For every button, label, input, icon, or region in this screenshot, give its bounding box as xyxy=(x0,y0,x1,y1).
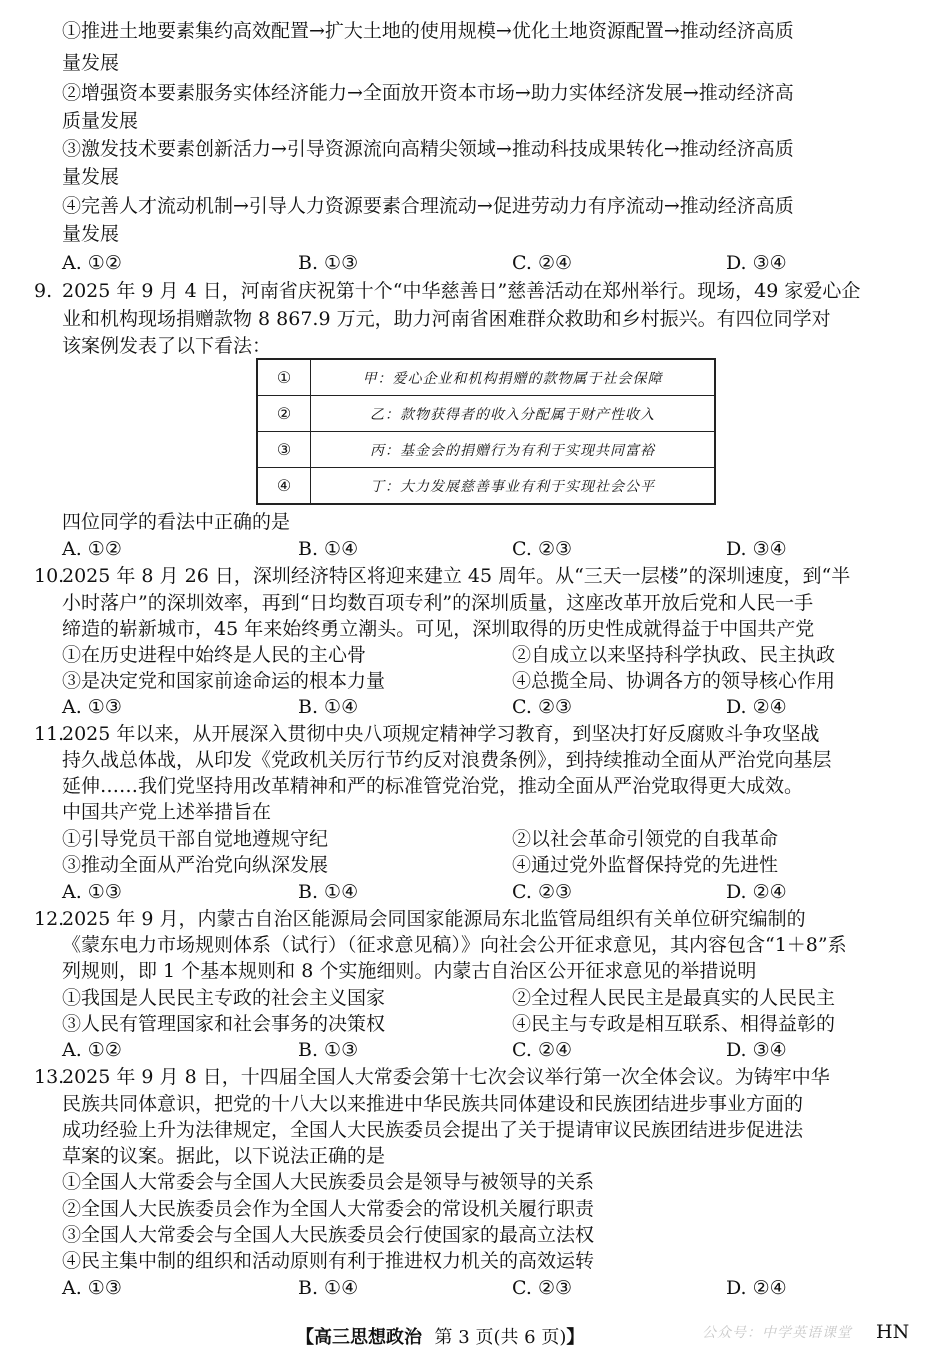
q9-view-text: 丁：大力发展慈善事业有利于实现社会公平 xyxy=(311,468,716,505)
q12-number: 12. xyxy=(34,908,65,930)
q11-stem-line2: 持久战总体战，从印发《党政机关厉行节约反对浪费条例》，到持续推动全面从严治党向基层 xyxy=(62,749,832,771)
q13-stem-line4: 草案的议案。据此，以下说法正确的是 xyxy=(62,1145,386,1167)
q12-stem-line1: 2025 年 9 月，内蒙古自治区能源局会同国家能源局东北监管局组织有关单位研究编制的 xyxy=(62,908,806,930)
q11-stem-line4: 中国共产党上述举措旨在 xyxy=(62,801,272,823)
q9-views-table xyxy=(256,358,716,505)
q9-number: 9. xyxy=(34,280,53,302)
q9-stem-line3: 该案例发表了以下看法： xyxy=(62,335,272,357)
q9-view-index: ④ xyxy=(257,468,311,505)
q10-item-1: ①在历史进程中始终是人民的主心骨 xyxy=(62,644,367,666)
q11-option-d: D. ②④ xyxy=(726,881,787,903)
table-row xyxy=(257,359,715,396)
q11-stem-line1: 2025 年以来，从开展深入贯彻中央八项规定精神学习教育，到坚决打好反腐败斗争攻坚战 xyxy=(62,723,820,745)
q13-item-3: ③全国人大常委会与全国人大民族委员会行使国家的最高立法权 xyxy=(62,1224,595,1246)
table-row xyxy=(257,468,715,505)
q11-item-3: ③推动全面从严治党向纵深发展 xyxy=(62,854,329,876)
q12-item-1: ①我国是人民民主专政的社会主义国家 xyxy=(62,987,386,1009)
q13-stem-line3: 成功经验上升为法律规定，全国人大民族委员会提出了关于提请审议民族团结进步促进法 xyxy=(62,1119,804,1141)
q12-stem-line3: 列规则，即 1 个基本规则和 8 个实施细则。内蒙古自治区公开征求意见的举措说明 xyxy=(62,960,757,982)
watermark-text: 公众号：中学英语课堂 xyxy=(702,1325,852,1341)
q8-item-2-line1: ②增强资本要素服务实体经济能力→全面放开资本市场→助力实体经济发展→推动经济高 xyxy=(62,82,794,104)
q12-option-d: D. ③④ xyxy=(726,1039,787,1061)
exam-region-code: HN xyxy=(876,1321,910,1343)
q12-item-3: ③人民有管理国家和社会事务的决策权 xyxy=(62,1013,386,1035)
q9-question: 四位同学的看法中正确的是 xyxy=(62,511,291,533)
q12-item-4: ④民主与专政是相互联系、相得益彰的 xyxy=(512,1013,836,1035)
q8-option-c: C. ②④ xyxy=(512,252,573,274)
q10-item-3: ③是决定党和国家前途命运的根本力量 xyxy=(62,670,386,692)
q10-number: 10. xyxy=(34,565,65,587)
q12-option-c: C. ②④ xyxy=(512,1039,573,1061)
q13-option-a: A. ①③ xyxy=(62,1277,122,1299)
q9-stem-line2: 业和机构现场捐赠款物 8 867.9 万元，助力河南省困难群众救助和乡村振兴。有四位同学对 xyxy=(62,308,831,330)
q10-stem-line2: 小时落户”的深圳效率，再到“日均数百项专利”的深圳质量，这座改革开放后党和人民一手 xyxy=(62,592,814,614)
q13-option-c: C. ②③ xyxy=(512,1277,573,1299)
q11-stem-line3: 延伸……我们党坚持用改革精神和严的标准管党治党，推动全面从严治党取得更大成效。 xyxy=(62,775,804,797)
q9-option-a: A. ①② xyxy=(62,538,122,560)
table-row xyxy=(257,396,715,432)
q9-option-d: D. ③④ xyxy=(726,538,787,560)
q13-option-d: D. ②④ xyxy=(726,1277,787,1299)
footer-bracket: 】 xyxy=(566,1327,585,1348)
q8-option-b: B. ①③ xyxy=(298,252,359,274)
q11-option-b: B. ①④ xyxy=(298,881,359,903)
q13-stem-line1: 2025 年 9 月 8 日，十四届全国人大常委会第十七次会议举行第一次全体会议。为铸牢中华 xyxy=(62,1066,830,1088)
q9-view-index: ① xyxy=(257,359,311,396)
q12-option-b: B. ①③ xyxy=(298,1039,359,1061)
page-footer xyxy=(296,1323,584,1349)
q10-stem-line1: 2025 年 8 月 26 日，深圳经济特区将迎来建立 45 周年。从“三天一层楼”的深圳速度，到“半 xyxy=(62,565,851,587)
q8-item-1-line2: 量发展 xyxy=(62,52,120,74)
q10-option-c: C. ②③ xyxy=(512,696,573,718)
q12-option-a: A. ①② xyxy=(62,1039,122,1061)
q10-stem-line3: 缔造的崭新城市，45 年来始终勇立潮头。可见，深圳取得的历史性成就得益于中国共产党 xyxy=(62,618,815,640)
q13-item-2: ②全国人大民族委员会作为全国人大常委会的常设机关履行职责 xyxy=(62,1198,595,1220)
q8-option-d: D. ③④ xyxy=(726,252,787,274)
q9-view-text: 甲：爱心企业和机构捐赠的款物属于社会保障 xyxy=(311,359,716,396)
q9-stem-line1: 2025 年 9 月 4 日，河南省庆祝第十个“中华慈善日”慈善活动在郑州举行。现场，49 家爱心企 xyxy=(62,280,861,302)
q9-view-text: 丙：基金会的捐赠行为有利于实现共同富裕 xyxy=(311,432,716,468)
footer-subject: 【高三思想政治 xyxy=(296,1327,422,1348)
q10-option-d: D. ②④ xyxy=(726,696,787,718)
q10-item-4: ④总揽全局、协调各方的领导核心作用 xyxy=(512,670,836,692)
q13-item-1: ①全国人大常委会与全国人大民族委员会是领导与被领导的关系 xyxy=(62,1171,595,1193)
q10-option-a: A. ①③ xyxy=(62,696,122,718)
q11-item-1: ①引导党员干部自觉地遵规守纪 xyxy=(62,828,329,850)
q11-option-a: A. ①③ xyxy=(62,881,122,903)
q8-item-4-line1: ④完善人才流动机制→引导人力资源要素合理流动→促进劳动力有序流动→推动经济高质 xyxy=(62,195,794,217)
q11-option-c: C. ②③ xyxy=(512,881,573,903)
q11-item-2: ②以社会革命引领党的自我革命 xyxy=(512,828,779,850)
q13-option-b: B. ①④ xyxy=(298,1277,359,1299)
q10-option-b: B. ①④ xyxy=(298,696,359,718)
q10-item-2: ②自成立以来坚持科学执政、民主执政 xyxy=(512,644,836,666)
q9-view-index: ③ xyxy=(257,432,311,468)
q12-item-2: ②全过程人民民主是最真实的人民民主 xyxy=(512,987,836,1009)
footer-page-number: 第 3 页(共 6 页) xyxy=(434,1327,567,1348)
q13-number: 13. xyxy=(34,1066,65,1088)
q9-option-c: C. ②③ xyxy=(512,538,573,560)
q13-stem-line2: 民族共同体意识，把党的十八大以来推进中华民族共同体建设和民族团结进步事业方面的 xyxy=(62,1093,804,1115)
q9-view-index: ② xyxy=(257,396,311,432)
q8-option-a: A. ①② xyxy=(62,252,122,274)
q8-item-4-line2: 量发展 xyxy=(62,223,120,245)
q11-number: 11. xyxy=(34,723,65,745)
table-row xyxy=(257,432,715,468)
q12-stem-line2: 《蒙东电力市场规则体系（试行）（征求意见稿）》向社会公开征求意见，其内容包含“1＋8”系 xyxy=(62,934,847,956)
q8-item-3-line1: ③激发技术要素创新活力→引导资源流向高精尖领域→推动科技成果转化→推动经济高质 xyxy=(62,138,794,160)
q11-item-4: ④通过党外监督保持党的先进性 xyxy=(512,854,779,876)
q8-item-1-line1: ①推进土地要素集约高效配置→扩大土地的使用规模→优化土地资源配置→推动经济高质 xyxy=(62,20,794,42)
q8-item-3-line2: 量发展 xyxy=(62,166,120,188)
q8-item-2-line2: 质量发展 xyxy=(62,110,139,132)
q13-item-4: ④民主集中制的组织和活动原则有利于推进权力机关的高效运转 xyxy=(62,1250,595,1272)
q9-option-b: B. ①④ xyxy=(298,538,359,560)
q9-view-text: 乙：款物获得者的收入分配属于财产性收入 xyxy=(311,396,716,432)
